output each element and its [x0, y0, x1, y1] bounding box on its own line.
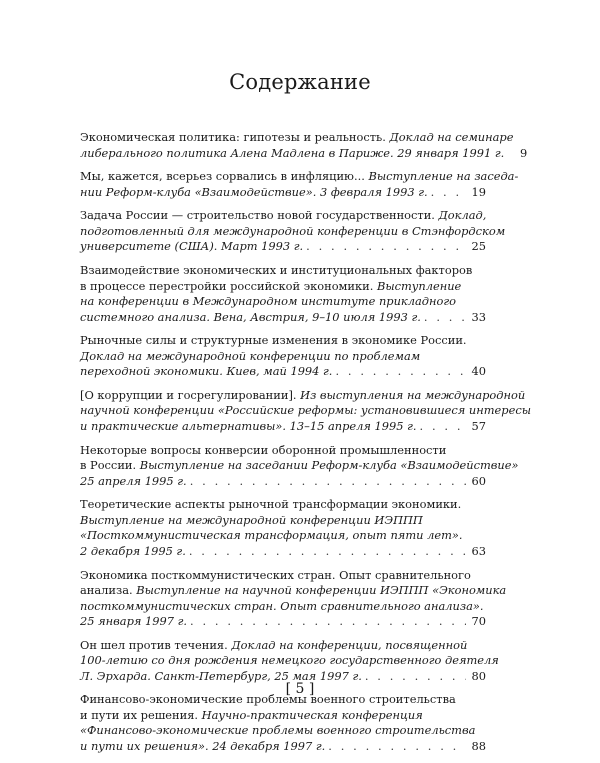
toc-entry-line [80, 349, 486, 365]
toc-entry-description: 2 декабря 1995 г. [80, 543, 186, 558]
toc-entry [80, 387, 531, 435]
toc-entry-description: и пути их решения». 24 декабря 1997 г. [80, 738, 326, 753]
toc-entry-title: Теоретические аспекты рыночной трансформации экономики. [80, 497, 462, 512]
toc-entry-description: Выступление на заседании Реформ-клуба «Взаимодействие» [139, 458, 519, 473]
toc-entry-line [80, 279, 486, 295]
toc-entry-line [80, 723, 486, 739]
toc-entry-description: посткоммунистических стран. Опыт сравнительного анализа». [80, 598, 484, 613]
toc-entry-title: Рыночные силы и структурные изменения в экономике России. [80, 333, 467, 348]
toc-entry-description: Выступление на научной конференции ИЭППП «Экономика [136, 583, 507, 597]
toc-entry-description: Доклад на международной конференции по проблемам [80, 348, 421, 363]
dot-leader [431, 185, 466, 201]
toc-entry-page-number: 88 [471, 738, 486, 753]
toc-entry-line [80, 263, 486, 279]
toc-entry-line [80, 497, 486, 513]
toc-entry [80, 567, 507, 630]
toc-entry-line [80, 169, 519, 185]
dot-leader [424, 310, 466, 326]
toc-entry-description: Доклад на семинаре [389, 130, 514, 144]
toc-entry-description: 100-летию со дня рождения немецкого государственного деятеля [80, 653, 499, 668]
dot-leader [420, 419, 466, 435]
toc-entry-description: 25 января 1997 г. [80, 614, 188, 628]
toc-entry [80, 130, 528, 161]
toc-entry-description: Л. Эрхарда. Санкт-Петербург, 25 мая 1997 г. [80, 668, 362, 683]
toc-entry-line [80, 528, 486, 544]
toc-entry-line [80, 599, 486, 615]
toc-entry-title: Экономическая политика: гипотезы и реальность. [80, 130, 390, 144]
toc-entry-description: Выступление на международной конференции ИЭППП [80, 512, 423, 527]
toc-entry-line [80, 403, 531, 419]
toc-entry-page-number: 9 [519, 145, 528, 160]
toc-entry-description: научной конференции «Российские реформы: установившиеся интересы [80, 403, 531, 418]
dot-leader [306, 239, 466, 255]
toc-entry-description: и практические альтернативы». 13–15 апреля 1995 г. [80, 418, 417, 433]
toc-entry-line [80, 185, 486, 201]
toc-entry-line [80, 208, 486, 224]
toc-entry-line [80, 310, 486, 326]
dot-leader [190, 614, 466, 630]
toc-entry-page-number: 33 [471, 309, 486, 324]
toc-entry-description: Выступление [376, 278, 462, 293]
toc-entry-page-number: 19 [471, 184, 486, 199]
toc-entry-description: Выступление на заседа- [368, 169, 519, 184]
toc-entry-line [80, 458, 519, 474]
toc-entry [80, 263, 486, 325]
toc-entry-title: в процессе перестройки российской экономики. [80, 278, 377, 293]
toc-entry-description: подготовленный для международной конференции в Стэнфордском [80, 223, 506, 238]
toc-entry-page-number: 63 [471, 543, 486, 558]
page-title: Содержание [229, 70, 371, 94]
toc-entry-description: Из выступления на международной [300, 387, 526, 402]
toc-entry-page-number: 70 [471, 614, 486, 628]
toc-entry-description: университете (США). Март 1993 г. [80, 239, 304, 254]
toc-entry-description: нии Реформ-клуба «Взаимодействие». 3 февраля 1993 г. [80, 184, 428, 199]
toc-entry [80, 497, 486, 559]
toc-entry-title: в России. [80, 458, 140, 473]
toc-entry-description: либерального политика Алена Мадлена в Париже. 29 января 1991 г. [80, 145, 505, 160]
toc-entry-line [80, 223, 506, 240]
toc-entry-line [80, 364, 486, 380]
dot-leader [190, 474, 466, 490]
toc-entry-title: [О коррупции и госрегулировании]. [80, 387, 301, 402]
toc-entry [80, 442, 519, 490]
toc-entry-page-number: 60 [471, 473, 486, 488]
toc-entry-title: Задача России — строительство новой государственности. [80, 208, 439, 223]
toc-entry-description: Научно-практическая конференция [201, 707, 423, 722]
toc-entry-line [80, 614, 486, 630]
toc-entry-description: переходной экономики. Киев, май 1994 г. [80, 364, 333, 379]
toc-entry-description: «Посткоммунистическая трансформация, опыт пяти лет». [80, 528, 463, 543]
toc-entry [80, 692, 486, 754]
toc-entry-line [80, 513, 486, 529]
toc-entry-line [80, 443, 486, 459]
toc-entry-line [80, 544, 486, 560]
toc-entry-line [80, 294, 486, 310]
dot-leader [328, 739, 466, 755]
toc-entry-line [80, 653, 499, 669]
toc-entry-line [80, 387, 526, 404]
toc-entry-page-number: 40 [471, 364, 486, 379]
toc-entry [80, 169, 519, 200]
toc-entry-page-number: 57 [471, 418, 486, 433]
toc-entry-line [80, 419, 486, 435]
toc-entry-title: Взаимодействие экономических и институциональных факторов [80, 263, 473, 278]
toc-entry-title: Мы, кажется, всерьез сорвались в инфляцию... [80, 169, 369, 184]
toc-entry-line [80, 333, 486, 349]
toc-entry-description: «Финансово-экономические проблемы военного строительства [80, 723, 476, 738]
toc-entry-page-number: 25 [471, 239, 486, 254]
toc-entry [80, 637, 499, 685]
toc-entry-title: Он шел против течения. [80, 637, 232, 652]
toc-entry-line [80, 145, 528, 162]
toc-entry-line [80, 568, 486, 584]
toc-entry-description: Доклад, [438, 208, 487, 223]
toc-entry [80, 208, 506, 255]
toc-entry-title: и пути их решения. [80, 707, 202, 722]
toc-entry-page-number: 80 [471, 668, 486, 683]
toc-entry-title: Экономика посткоммунистических стран. Опыт сравнительного [80, 567, 471, 582]
toc-entry-line [80, 708, 486, 724]
toc-entry-title: анализа. [80, 583, 137, 597]
toc-entry-line [80, 239, 486, 255]
dot-leader [335, 364, 466, 380]
toc-entry-description: на конференции в Международном институте прикладного [80, 294, 456, 309]
toc-entry-title: Некоторые вопросы конверсии оборонной промышленности [80, 442, 447, 457]
toc-entry-description: системного анализа. Вена, Австрия, 9–10 июля 1993 г. [80, 309, 421, 324]
toc-entry-description: Доклад на конференции, посвященной [231, 637, 468, 652]
toc-entry-line [80, 638, 486, 654]
table-of-contents [80, 130, 531, 763]
toc-entry-description: 25 апреля 1995 г. [80, 473, 187, 488]
toc-entry-line [80, 130, 514, 146]
dot-leader [189, 544, 466, 560]
toc-entry [80, 333, 486, 380]
toc-entry-line [80, 583, 507, 599]
toc-entry-line [80, 474, 486, 490]
toc-entry-title: Финансово-экономические проблемы военного строительства [80, 692, 456, 707]
page-number: [ 5 ] [285, 681, 315, 697]
toc-entry-line [80, 739, 486, 755]
